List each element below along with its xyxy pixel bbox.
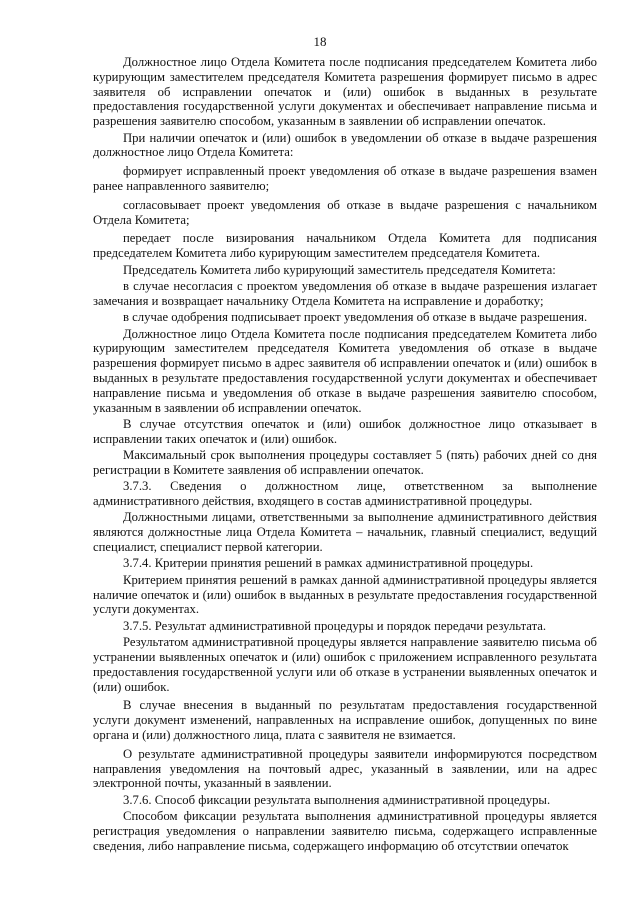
- paragraph: При наличии опечаток и (или) ошибок в уведомлении об отказе в выдаче разрешения должностное лицо Отдела Комитета:: [93, 130, 597, 160]
- section-heading: 3.7.5. Результат административной процедуры и порядок передачи результата.: [123, 618, 547, 633]
- page-number: 18: [313, 34, 327, 49]
- paragraph: Должностное лицо Отдела Комитета после подписания председателем Комитета либо курирующим заместителем председателя Комитета разрешения формирует письмо в адрес заявителя об исправлении опечаток и (или) ошибок в выданных в результате предоставления государственной услуги документах и обеспечивает направление письма и разрешения заявителю способом, указанным в заявлении об исправлении опечаток.: [93, 55, 597, 129]
- paragraph: О результате административной процедуры заявители информируются посредством направления уведомления на почтовый адрес, указанный в заявлении, или на адрес электронной почты, указанный в заявлении.: [93, 746, 597, 791]
- paragraph: в случае одобрения подписывает проект уведомления об отказе в выдаче разрешения.: [123, 310, 588, 325]
- document-body: [93, 55, 597, 854]
- paragraph: передает после визирования начальником Отдела Комитета для подписания председателем Комитета либо курирующим заместителем председателя Комитета.: [93, 231, 597, 261]
- paragraph: Результатом административной процедуры является направление заявителю письма об устранении выявленных опечаток и (или) ошибок с приложением исправленного результата предоставления государственной услуги или об отказе в устранении выявленных опечаток и (или) ошибок.: [93, 635, 597, 694]
- paragraph: Должностными лицами, ответственными за выполнение административного действия являются должностные лица Отдела Комитета – начальник, главный специалист, ведущий специалист, специалист первой категории.: [93, 510, 597, 555]
- section-heading: 3.7.4. Критерии принятия решений в рамках административной процедуры.: [123, 556, 534, 571]
- paragraph: в случае несогласия с проектом уведомления об отказе в выдаче разрешения излагает замечания и возвращает начальнику Отдела Комитета на исправление и доработку;: [93, 278, 597, 308]
- section-heading: 3.7.3. Сведения о должностном лице, ответственном за выполнение административного действия, входящего в состав административной процедуры.: [93, 479, 597, 509]
- section-heading: 3.7.6. Способ фиксации результата выполнения административной процедуры.: [123, 792, 551, 807]
- paragraph: Должностное лицо Отдела Комитета после подписания председателем Комитета либо курирующим заместителем председателя Комитета уведомления об отказе в выдаче разрешения формирует письмо в адрес заявителя об исправлении опечаток и (или) ошибок в выданных в результате предоставления государственной услуги документах и обеспечивает направление письма и уведомления об отказе в выдаче разрешения заявителю способом, указанным в заявлении об исправлении опечаток.: [93, 326, 597, 415]
- paragraph: Способом фиксации результата выполнения административной процедуры является регистрация уведомления о направлении заявителю письма, содержащего исправленные сведения, либо направление письма, содержащего информацию об отсутствии опечаток: [93, 809, 597, 853]
- paragraph: В случае отсутствия опечаток и (или) ошибок должностное лицо отказывает в исправлении таких опечаток и (или) ошибок.: [93, 416, 597, 446]
- paragraph: Председатель Комитета либо курирующий заместитель председателя Комитета:: [123, 262, 556, 277]
- paragraph: Критерием принятия решений в рамках данной административной процедуры является наличие опечаток и (или) ошибок в выданных в результате предоставления государственной услуги документах.: [93, 572, 597, 617]
- paragraph: В случае внесения в выданный по результатам предоставления государственной услуги документ изменений, направленных на исправление ошибок, допущенных по вине органа и (или) должностного лица, плата с заявителя не взимается.: [93, 698, 597, 742]
- paragraph: Максимальный срок выполнения процедуры составляет 5 (пять) рабочих дней со дня регистрации в Комитете заявления об исправлении опечаток.: [93, 448, 597, 477]
- paragraph: согласовывает проект уведомления об отказе в выдаче разрешения с начальником Отдела Комитета;: [93, 197, 597, 227]
- paragraph: формирует исправленный проект уведомления об отказе в выдаче разрешения взамен ранее направленного заявителю;: [93, 164, 597, 193]
